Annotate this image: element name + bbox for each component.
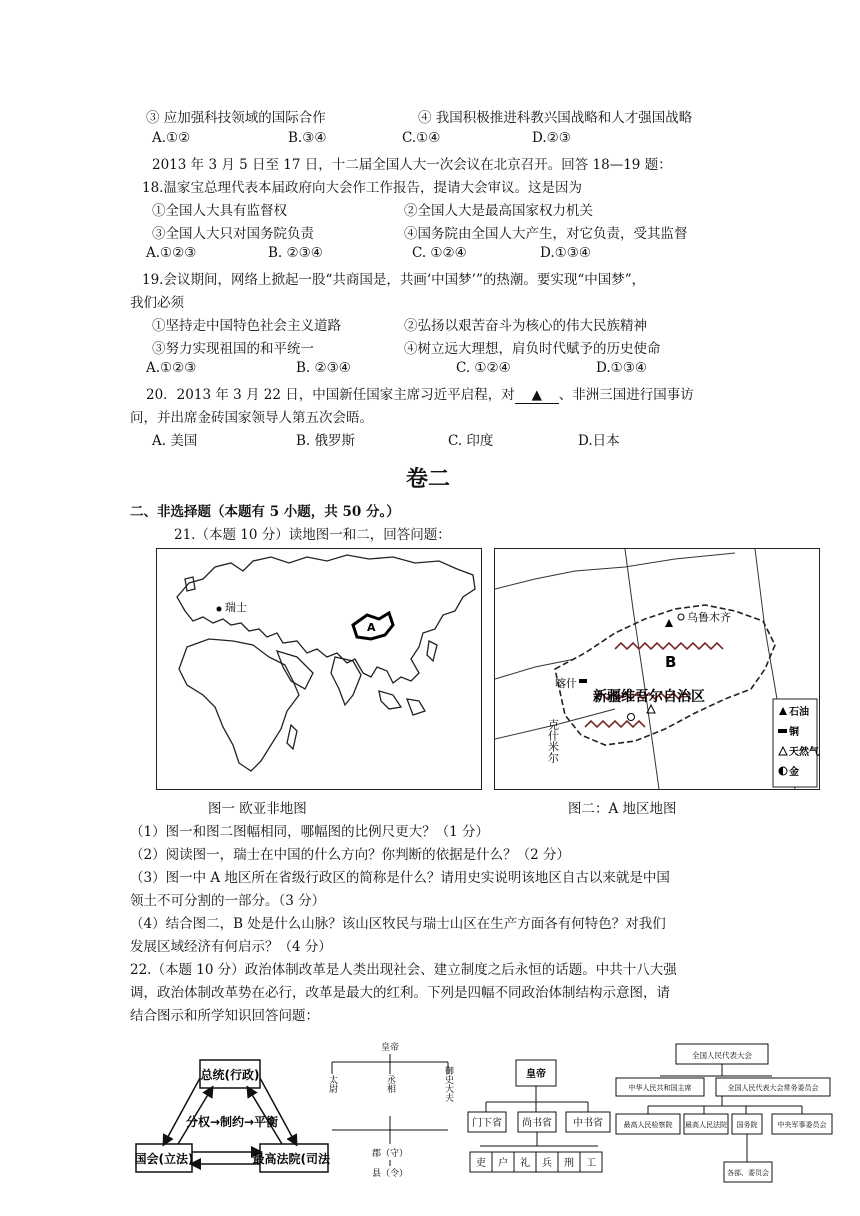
q19-stem-line1: 19.会议期间，网络上掀起一股“共商国是，共画‘中国梦’”的热潮。要实现“中国梦”， <box>142 272 646 288</box>
q18-option-d: D.①③④ <box>540 245 591 261</box>
q20-blank: ▲ <box>515 387 559 404</box>
q18-statement-2: ②全国人大是最高国家权力机关 <box>404 203 593 219</box>
map1-label-a: A <box>367 621 376 634</box>
copper-icon <box>778 729 787 733</box>
diagram-three-departments <box>466 1058 616 1176</box>
q19-option-d: D.①③④ <box>596 360 647 376</box>
d2-xian: 县（令） <box>371 1169 409 1178</box>
q20-stem-line2: 问，并出席金砖国家领导人第五次会晤。 <box>130 410 373 426</box>
section-title: 卷二 <box>406 466 451 492</box>
q18-stem: 18.温家宝总理代表本届政府向大会作工作报告，提请大会审议。这是因为 <box>142 180 582 196</box>
d3-hu: 户 <box>498 1158 508 1169</box>
q22-stem-line2: 调，政治体制改革势在必行，改革是最大的红利。下列是四幅不同政治体制结构示意图，请 <box>130 985 670 1001</box>
d4-president: 中华人民共和国主席 <box>628 1084 692 1092</box>
q19-option-c: C. ①②④ <box>456 360 511 376</box>
q17-option-a: A.①② <box>152 130 191 146</box>
d4-procuratorate: 最高人民检察院 <box>623 1121 673 1129</box>
q20-option-a: A. 美国 <box>152 433 198 449</box>
q20-text-pre: 20．2013 年 3 月 22 日，中国新任国家主席习近平启程，对 <box>146 387 515 403</box>
diagram-separation-of-powers <box>134 1058 330 1176</box>
label-congress: 国会(立法) <box>134 1152 194 1166</box>
d3-bing: 兵 <box>542 1158 552 1169</box>
map-eurasia-africa-drawing <box>157 549 481 789</box>
q19-statement-4: ④树立远大理想，肩负时代赋予的历史使命 <box>404 341 661 357</box>
map2-label-region: 新疆维吾尔自治区 <box>593 689 705 705</box>
d2-yushi: 御史大夫 <box>443 1066 453 1102</box>
q17-option-d: D.②③ <box>532 130 571 146</box>
q19-statement-1: ①坚持走中国特色社会主义道路 <box>152 318 341 334</box>
label-president: 总统(行政) <box>200 1068 260 1082</box>
q18-statement-3: ③全国人大只对国务院负责 <box>152 226 314 242</box>
map1-label-switzerland: 瑞士 <box>225 601 247 614</box>
q18-option-b: B. ②③④ <box>268 245 323 261</box>
q20-stem-line1 <box>146 383 694 404</box>
d2-taiwei: 太尉 <box>327 1075 337 1093</box>
q20-option-c: C. 印度 <box>448 433 494 449</box>
part2-heading: 二、非选择题（本题有 5 小题，共 50 分。） <box>130 504 400 520</box>
q20-option-b: B. 俄罗斯 <box>296 433 356 449</box>
q20-option-d: D.日本 <box>578 433 620 449</box>
q22-stem-line1: 22.（本题 10 分）政治体制改革是人类出现社会、建立制度之后永恒的话题。中共十八大强 <box>130 962 677 978</box>
q21-part1: （1）图一和图二图幅相同，哪幅图的比例尺更大？（1 分） <box>130 824 489 840</box>
legend-oil: 石油 <box>789 707 809 718</box>
q21-part3-line1: （3）图一中 A 地区所在省级行政区的简称是什么？请用史实说明该地区自古以来就是中国 <box>130 870 670 886</box>
map2-label-kashgar: 喀什 <box>555 677 577 690</box>
map-a-region-drawing <box>495 549 819 789</box>
d3-gong: 工 <box>586 1158 596 1169</box>
map-eurasia-africa <box>156 548 482 790</box>
map2-label-karakoram: 克什米尔 <box>546 719 560 763</box>
q17-statement-4: ④ 我国积极推进科教兴国战略和人才强国战略 <box>418 110 693 126</box>
q19-statement-3: ③努力实现祖国的和平统一 <box>152 341 314 357</box>
q18-option-a: A.①②③ <box>146 245 197 261</box>
map2-label-urumqi: 乌鲁木齐 <box>687 611 731 624</box>
q21-stem: 21.（本题 10 分）读地图一和二，回答问题： <box>174 527 451 543</box>
q19-option-a: A.①②③ <box>146 360 197 376</box>
d3-xing: 刑 <box>564 1158 574 1169</box>
d3-li2: 礼 <box>520 1158 530 1169</box>
d3-zhongshu: 中书省 <box>573 1118 603 1129</box>
q18-intro: 2013 年 3 月 5 日至 17 日，十二届全国人大一次会议在北京召开。回答 18—19 题： <box>152 157 672 173</box>
d2-chengxiang: 丞相 <box>385 1075 395 1093</box>
q22-stem-line3: 结合图示和所学知识回答问题： <box>130 1008 319 1024</box>
q17-option-c: C.①④ <box>402 130 441 146</box>
d2-top: 皇帝 <box>380 1043 400 1053</box>
q20-text-post: 、非洲三国进行国事访 <box>558 387 694 403</box>
d4-court: 最高人民法院 <box>685 1121 727 1129</box>
label-court: 最高法院(司法) <box>252 1152 330 1166</box>
d3-shangshu: 尚书省 <box>522 1118 552 1129</box>
d4-npc: 全国人民代表大会 <box>692 1051 752 1060</box>
legend-gas: 天然气 <box>789 747 819 758</box>
d2-jun: 郡（守） <box>371 1149 409 1159</box>
q21-part2: （2）阅读图一，瑞士在中国的什么方向？你判断的依据是什么？（2 分） <box>130 847 570 863</box>
q19-stem-line2: 我们必须 <box>130 295 184 311</box>
label-center: 分权→制约→平衡 <box>185 1115 279 1129</box>
d4-standing: 全国人民代表大会常务委员会 <box>727 1084 819 1092</box>
d3-top: 皇帝 <box>526 1069 546 1080</box>
q18-statement-1: ①全国人大具有监督权 <box>152 203 287 219</box>
q18-statement-4: ④国务院由全国人大产生，对它负责，受其监督 <box>404 226 688 242</box>
q17-statement-3: ③ 应加强科技领域的国际合作 <box>146 110 326 126</box>
q21-part4-line1: （4）结合图二，B 处是什么山脉？该山区牧民与瑞士山区在生产方面各有何特色？对我们 <box>130 916 666 932</box>
switzerland-dot <box>217 607 222 612</box>
d3-menxia: 门下省 <box>472 1118 502 1129</box>
map2-label-b: B <box>665 653 677 671</box>
urumqi-marker <box>678 614 684 620</box>
map-a-region <box>494 548 820 790</box>
map1-caption: 图一 欧亚非地图 <box>208 801 307 817</box>
q17-option-b: B.③④ <box>288 130 327 146</box>
d4-cmc: 中央军事委员会 <box>777 1121 827 1129</box>
legend-copper: 铜 <box>789 727 799 738</box>
legend-gold: 金 <box>789 767 799 778</box>
diagram-prc-structure <box>612 1040 834 1190</box>
q19-statement-2: ②弘扬以艰苦奋斗为核心的伟大民族精神 <box>404 318 647 334</box>
diagram-qin-government <box>326 1040 456 1178</box>
q21-part3-line2: 领土不可分割的一部分。（3 分） <box>130 893 326 909</box>
q18-option-c: C. ①②④ <box>412 245 467 261</box>
q19-option-b: B. ②③④ <box>296 360 351 376</box>
q21-part4-line2: 发展区域经济有何启示？（4 分） <box>130 939 332 955</box>
d4-ministries: 各部、委员会 <box>727 1169 769 1177</box>
d3-li: 吏 <box>476 1158 486 1169</box>
map2-caption: 图二：A 地区地图 <box>568 801 677 817</box>
d4-state-council: 国务院 <box>736 1121 758 1129</box>
